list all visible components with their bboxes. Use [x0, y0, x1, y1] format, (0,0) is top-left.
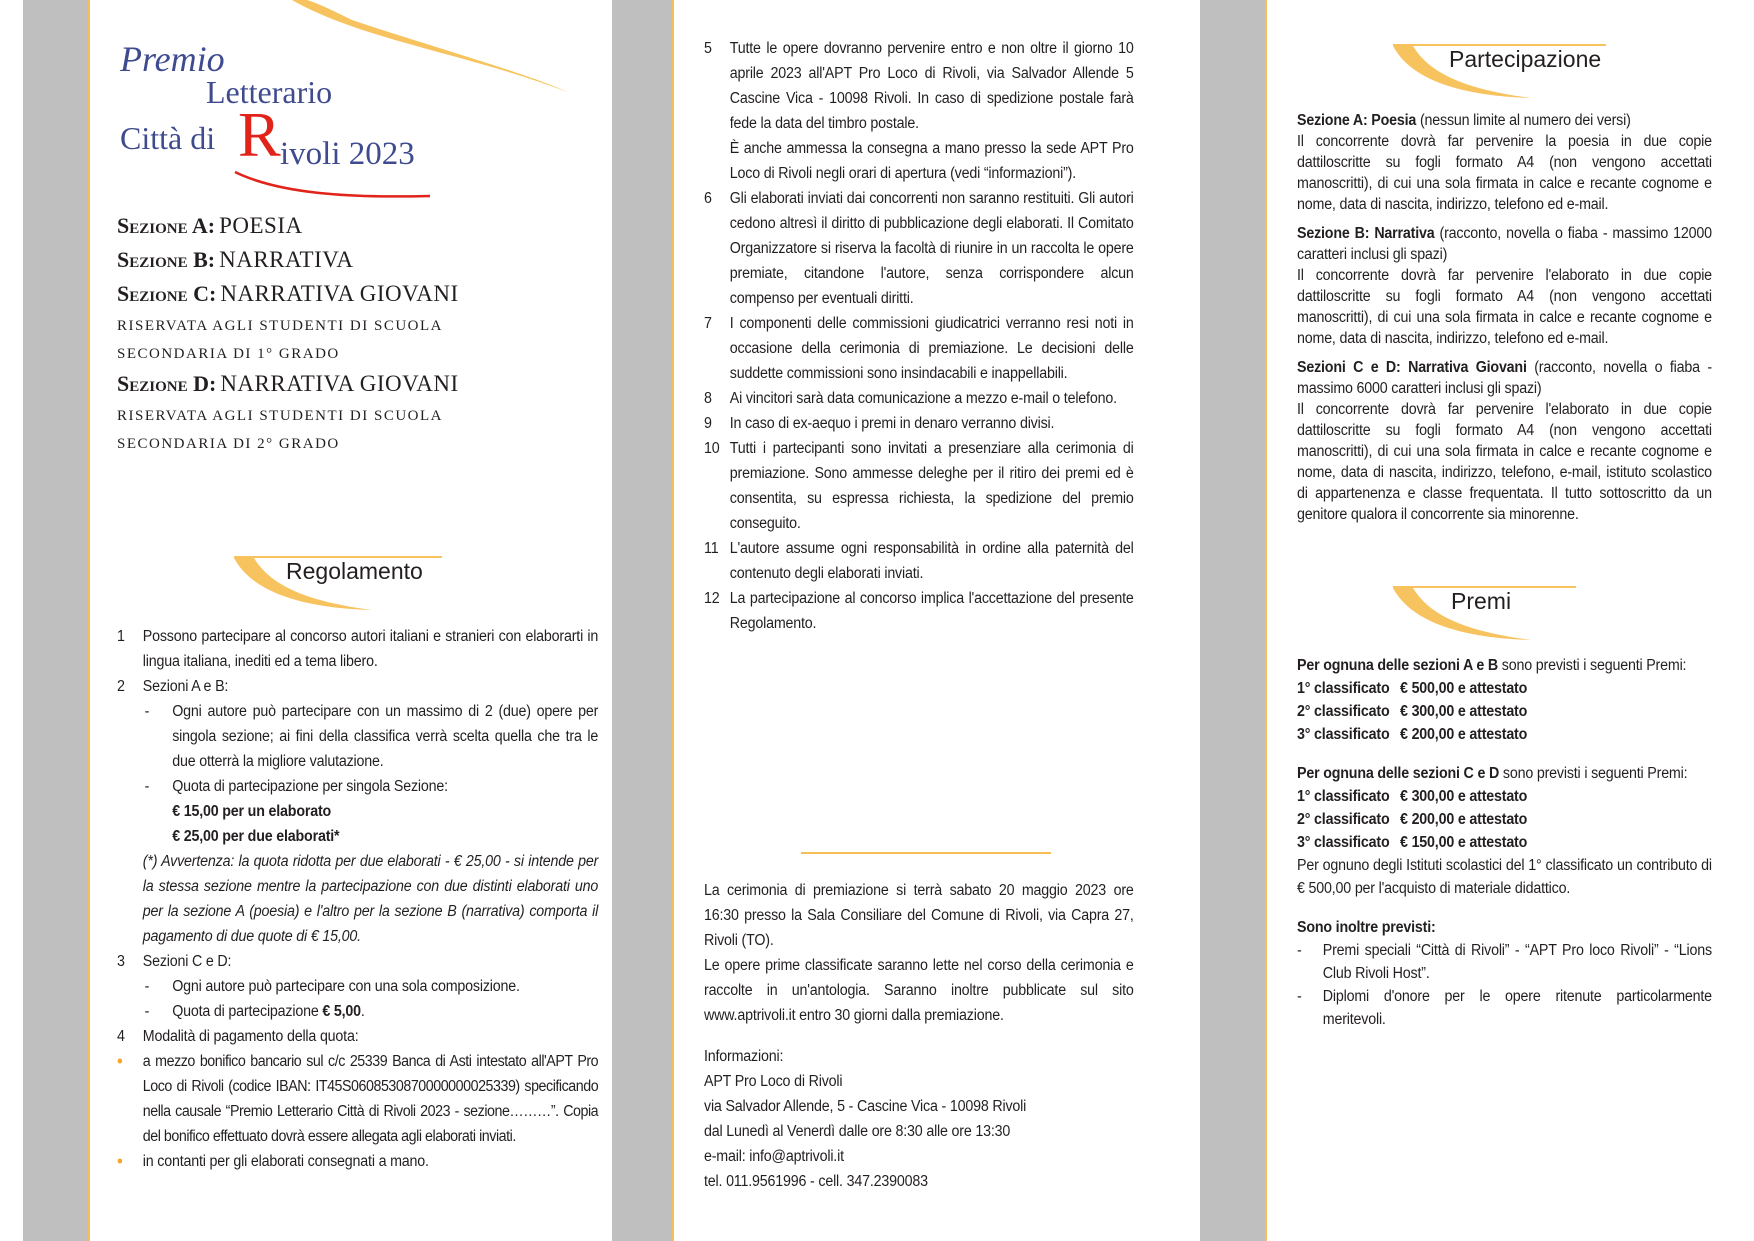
column-right: [1269, 0, 1754, 1241]
rule-2: 2 Sezioni A e B:: [117, 674, 598, 699]
part-b-key: Sezione B: Narrativa: [1297, 225, 1435, 242]
sections-list: [117, 210, 597, 458]
section-c-value: NARRATIVA GIOVANI: [220, 281, 459, 306]
logo-line3a: Città di: [120, 120, 216, 156]
rule-2a: - Ogni autore può partecipare con un massimo di 2 (due) opere per singola sezione; ai fini della classifica verrà scelta quella che tra le due otterrà la migliore valutazione.: [144, 703, 599, 770]
info-address: via Salvador Allende, 5 - Cascine Vica - 10098 Rivoli: [704, 1098, 1027, 1115]
rule-2b: - Quota di partecipazione per singola Sezione:: [144, 778, 448, 795]
fee-two: € 25,00 per due elaborati*: [172, 828, 340, 845]
rule-4: 4 Modalità di pagamento della quota:: [117, 1028, 359, 1045]
fee-one: € 15,00 per un elaborato: [172, 803, 332, 820]
rule-3: 3 Sezioni C e D:: [117, 953, 232, 970]
rule-2-text: Sezioni A e B:: [142, 678, 229, 695]
info-hours: dal Lunedì al Venerdì dalle ore 8:30 alle ore 13:30: [704, 1123, 1011, 1140]
part-cd-key: Sezioni C e D: Narrativa Giovani: [1297, 359, 1527, 376]
extra-prize-2: - Diplomi d'onore per le opere ritenute particolarmente meritevoli.: [1297, 988, 1712, 1028]
part-b-text: Il concorrente dovrà far pervenire l'elaborato in due copie dattiloscritte su fogli formato A4 (non vengono accettati manoscritti), di cui una sola firmata in calce e recante cognome e nome, data di nascita, indirizzo, telefono ed e-mail.: [1297, 267, 1712, 347]
section-a-key: Sezione A:: [117, 213, 216, 238]
logo-line2: Letterario: [206, 74, 333, 110]
section-d-value: NARRATIVA GIOVANI: [220, 371, 459, 396]
part-a-text: Il concorrente dovrà far pervenire la poesia in due copie dattiloscritte su fogli formato A4 (non vengono accettati manoscritti), di cui una sola firmata in calce e recante cognome e nome, data di nascita, indirizzo, telefono ed e-mail.: [1297, 133, 1712, 213]
section-b-key: Sezione B:: [117, 247, 216, 272]
prize-ab-3: 3° classificato € 200,00 e attestato: [1297, 726, 1528, 743]
cerimonia-text: La cerimonia di premiazione si terrà sabato 20 maggio 2023 ore 16:30 presso la Sala Consiliare del Comune di Rivoli, via Capra 27, Rivoli (TO).: [704, 882, 1134, 949]
regolamento-header: [232, 552, 452, 622]
section-d-note2: SECONDARIA DI 2° GRADO: [117, 436, 340, 452]
antologia-text: Le opere prime classificate saranno lette nel corso della cerimonia e raccolte in un'antologia. Saranno inoltre pubblicate sul sito www.aptrivoli.it entro 30 giorni dalla premiazione.: [704, 957, 1134, 1024]
rule-5b: È anche ammessa la consegna a mano presso la sede APT Pro Loco di Rivoli negli orari di apertura (vedi “informazioni”).: [729, 140, 1134, 182]
prize-ab-2: 2° classificato € 300,00 e attestato: [1297, 703, 1528, 720]
rule-12: 12 La partecipazione al concorso implica l'accettazione del presente Regolamento.: [704, 590, 1134, 632]
rule-7: 7 I componenti delle commissioni giudicatrici verranno resi noti in occasione della cerimonia di premiazione. Le decisioni delle suddette commissioni sono insindacabili e inappellabili.: [704, 315, 1134, 382]
regolamento-title: Regolamento: [286, 558, 423, 584]
section-c-key: Sezione C:: [117, 281, 217, 306]
orange-rule: [1265, 0, 1267, 1241]
column-middle: [676, 0, 1196, 1241]
rule-5: 5 Tutte le opere dovranno pervenire entro e non oltre il giorno 10 aprile 2023 all'APT Pro Loco di Rivoli, via Salvador Allende 5 Cascine Vica - 10098 Rivoli. In caso di spedizione postale farà fede la data del timbro postale.: [704, 40, 1134, 132]
regolamento-rules-5-12: [704, 36, 1134, 636]
grey-band-middle-left: [612, 0, 672, 1241]
grey-band-middle-right: [1200, 0, 1265, 1241]
extra-prize-1: - Premi speciali “Città di Rivoli” - “APT Pro loco Rivoli” - “Lions Club Rivoli Host”.: [1297, 942, 1712, 982]
column-left: [92, 0, 607, 1241]
info-email[interactable]: e-mail: info@aptrivoli.it: [704, 1148, 844, 1165]
section-c-note2: SECONDARIA DI 1° GRADO: [117, 346, 340, 362]
divider: [801, 852, 1051, 854]
part-cd-text: Il concorrente dovrà far pervenire l'elaborato in due copie dattiloscritte su fogli formato A4 (non vengono accettati manoscritti), di cui una sola firmata in calce e recante cognome e nome, data di nascita, indirizzo, telefono, e-mail, istituto scolastico di appartenenza e classe frequentata. Il tutto sottoscritto da un genitore qualora il concorrente sia minorenne.: [1297, 401, 1712, 523]
istituti-contributo: Per ognuno degli Istituti scolastici del 1° classificato un contributo di € 500,00 per l'acquisto di materiale didattico.: [1297, 857, 1712, 897]
rule-10: 10 Tutti i partecipanti sono invitati a presenziare alla cerimonia di premiazione. Sono ammesse deleghe per il ritiro dei premi ed è consentita, su espressa richiesta, la spedizione del premio conseguito.: [704, 440, 1134, 532]
orange-rule: [672, 0, 674, 1241]
partecipazione-title: Partecipazione: [1449, 46, 1602, 72]
premi-header: [1391, 582, 1581, 652]
payment-bank: • a mezzo bonifico bancario sul c/c 25339 Banca di Asti intestato all'APT Pro Loco di Rivoli (codice IBAN: IT45S0608530870000000025339) specificando nella causale “Premio Letterario Città di Rivoli 2023 - sezione………”. Copia del bonifico effettuato dovrà essere allegata agli elaborati inviati.: [117, 1049, 598, 1149]
logo-line1: Premio: [120, 39, 225, 79]
fee-cd: € 5,00: [322, 1003, 361, 1020]
rule-3a: - Ogni autore può partecipare con una sola composizione.: [144, 978, 520, 995]
premi-body: Per ognuna delle sezioni A e B sono previsti i seguenti Premi: 1° classificato € 500,00 e attestato 2° classificato € 300,00 e attestato 3° classificato € 200,00 e attestato Per ognuna delle sezioni C e D sono previsti i seguenti Premi: 1° classificato € 300,00 e attestato 2° classificato € 200,00 e attestato 3° classificato € 150,00 e attestato Per ognuno degli Istituti scolastici del 1° classificato un contributo di € 500,00 per l'acquisto di materiale didattico. Sono inoltre previsti: - Premi speciali “Città di Rivoli” - “APT Pro loco Rivoli” - “Lions Club Rivoli Host”. - Diplomi d'onore per le opere ritenute particolarmente meritevoli.: [1297, 654, 1712, 1031]
section-a-value: POESIA: [219, 213, 303, 238]
grey-band-left: [23, 0, 88, 1241]
partecipazione-body: Sezione A: Poesia (nessun limite al numero dei versi) Il concorrente dovrà far pervenire la poesia in due copie dattiloscritte su fogli formato A4 (non vengono accettati manoscritti), di cui una sola firmata in calce e recante cognome e nome, data di nascita, indirizzo, telefono ed e-mail. Sezione B: Narrativa (racconto, novella o fiaba - massimo 12000 caratteri inclusi gli spazi) Il concorrente dovrà far pervenire l'elaborato in due copie dattiloscritte su fogli formato A4 (non vengono accettati manoscritti), di cui una sola firmata in calce e recante cognome e nome, data di nascita, indirizzo, telefono ed e-mail. Sezioni C e D: Narrativa Giovani (racconto, novella o fiaba - massimo 6000 caratteri inclusi gli spazi) Il concorrente dovrà far pervenire l'elaborato in due copie dattiloscritte su fogli formato A4 (non vengono accettati manoscritti), di cui una sola firmata in calce e recante cognome e nome, data di nascita, indirizzo, telefono, e-mail, istituto scolastico di appartenenza e classe frequentata. Il tutto sottoscritto da un genitore qualora il concorrente sia minorenne.: [1297, 112, 1712, 523]
info-title: Informazioni:: [704, 1048, 784, 1065]
logo-line3c: ivoli 2023: [280, 136, 415, 172]
premi-title: Premi: [1451, 588, 1512, 614]
rule-1: 1 Possono partecipare al concorso autori italiani e stranieri con elaborarti in lingua italiana, inediti ed a tema libero.: [117, 624, 598, 674]
section-c-note1: RISERVATA AGLI STUDENTI DI SCUOLA: [117, 318, 443, 334]
cerimonia-block: [704, 878, 1134, 1194]
prize-cd-3: 3° classificato € 150,00 e attestato: [1297, 834, 1528, 851]
info-phone: tel. 011.9561996 - cell. 347.2390083: [704, 1173, 928, 1190]
logo: [120, 38, 540, 208]
section-d-key: Sezione D:: [117, 371, 217, 396]
section-b-value: NARRATIVA: [219, 247, 354, 272]
rule-6: 6 Gli elaborati inviati dai concorrenti non saranno restituiti. Gli autori cedono altresì il diritto di pubblicazione degli elaborati. Il Comitato Organizzatore si riserva la facoltà di riunire in un raccolta le opere premiate, citandone l'autore, senza corrispondere alcun compenso per eventuali diritti.: [704, 190, 1134, 307]
regolamento-rules-1-4: [117, 624, 598, 1174]
rule-3b: - Quota di partecipazione € 5,00.: [144, 1003, 365, 1020]
bullet-icon: •: [117, 1151, 123, 1171]
bullet-icon: •: [117, 1051, 123, 1071]
inoltre-title: Sono inoltre previsti:: [1297, 919, 1436, 936]
prize-cd-1: 1° classificato € 300,00 e attestato: [1297, 788, 1528, 805]
rule-1-text: Possono partecipare al concorso autori italiani e stranieri con elaborarti in lingua italiana, inediti ed a tema libero.: [142, 628, 599, 670]
logo-initial-r: R: [238, 99, 281, 170]
rule-9: 9 In caso di ex-aequo i premi in denaro verranno divisi.: [704, 415, 1055, 432]
rule-11: 11 L'autore assume ogni responsabilità in ordine alla paternità del contenuto degli elaborati inviati.: [704, 540, 1134, 582]
part-a-key: Sezione A: Poesia: [1297, 112, 1417, 129]
prize-cd-2: 2° classificato € 200,00 e attestato: [1297, 811, 1528, 828]
prize-ab-1: 1° classificato € 500,00 e attestato: [1297, 680, 1528, 697]
payment-cash: • in contanti per gli elaborati consegnati a mano.: [117, 1149, 598, 1174]
section-d-note1: RISERVATA AGLI STUDENTI DI SCUOLA: [117, 408, 443, 424]
info-org: APT Pro Loco di Rivoli: [704, 1073, 843, 1090]
orange-rule: [88, 0, 90, 1241]
logo-underline-swoosh: [230, 162, 450, 202]
rule-8: 8 Ai vincitori sarà data comunicazione a mezzo e-mail o telefono.: [704, 390, 1117, 407]
fee-warning: (*) Avvertenza: la quota ridotta per due elaborati - € 25,00 - si intende per la stessa sezione mentre la partecipazione con due distinti elaborati uno per la sezione A (poesia) e l'altro per la sezione B (narrativa) comporta il pagamento di due quote di € 15,00.: [142, 853, 599, 945]
partecipazione-header: [1391, 40, 1621, 110]
